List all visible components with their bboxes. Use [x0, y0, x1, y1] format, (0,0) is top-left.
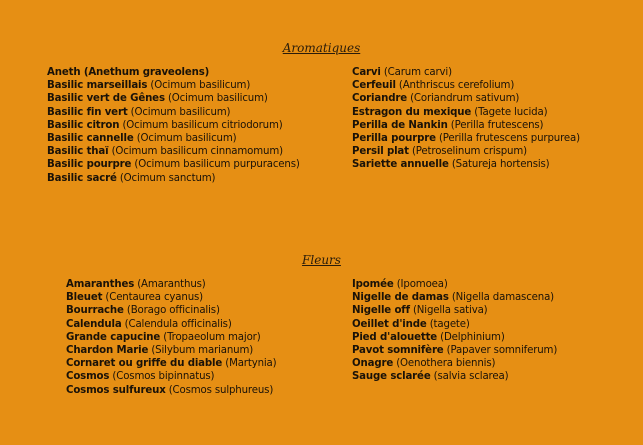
plant-latin: (Cosmos bipinnatus) [112, 371, 215, 383]
plant-name: Nigelle de damas [352, 292, 449, 304]
plant-name: Ipomée [352, 279, 394, 290]
list-item [352, 291, 557, 304]
plant-name: Basilic thaï [47, 146, 109, 158]
plant-latin: (tagete) [429, 318, 470, 330]
plant-latin: (Delphinium) [440, 331, 505, 343]
plant-name: Estragon du mexique [352, 106, 472, 118]
list-item [66, 344, 276, 357]
plant-name: Cosmos [66, 371, 110, 383]
list-item [352, 304, 557, 317]
plant-name: Basilic vert de Gênes [47, 93, 165, 105]
plant-latin: (Ipomoea) [396, 279, 448, 290]
plant-name: Carvi [352, 67, 381, 78]
section-title-aromatiques: Aromatiques [282, 41, 361, 55]
plant-latin: (Tropaeolum major) [163, 331, 261, 343]
plant-name: Basilic marseillais [47, 80, 148, 92]
section-title-fleurs: Fleurs [302, 253, 341, 267]
plant-name: Pied d'alouette [352, 331, 438, 343]
list-item [66, 384, 276, 397]
plant-latin: (Nigella damascena) [451, 292, 555, 304]
plant-latin: (Ocimum basilicum) [167, 93, 268, 105]
plant-name: Sauge sclarée [352, 371, 431, 383]
fleurs-left-list [66, 278, 276, 397]
plant-name: Perilla pourpre [352, 133, 436, 145]
plant-name: Onagre [352, 358, 394, 370]
plant-name: Oeillet d'inde [352, 318, 427, 330]
plant-name: Basilic cannelle [47, 133, 134, 145]
plant-latin: (Oenothera biennis) [396, 358, 496, 370]
plant-latin: (Ocimum basilicum cinnamomum) [111, 146, 283, 158]
list-item [352, 92, 580, 105]
plant-latin: (Petroselinum crispum) [411, 146, 527, 158]
list-item [47, 172, 300, 185]
list-item [352, 370, 557, 383]
list-item [352, 278, 557, 291]
fleurs-right-list [352, 278, 557, 384]
list-item [66, 278, 276, 291]
plant-latin: (Anthriscus cerefolium) [398, 80, 515, 92]
list-item [47, 92, 300, 105]
plant-latin: (Coriandrum sativum) [410, 93, 520, 105]
plant-name: Cerfeuil [352, 80, 396, 92]
list-item [352, 357, 557, 370]
plant-latin: (Satureja hortensis) [451, 159, 550, 171]
plant-latin: (Martynia) [225, 358, 277, 370]
list-item [47, 132, 300, 145]
plant-name: Persil plat [352, 146, 409, 158]
plant-latin: (Perilla frutescens purpurea) [438, 133, 580, 145]
plant-latin: (Tagete lucida) [474, 106, 548, 118]
plant-name: Nigelle off [352, 305, 410, 317]
list-item [352, 119, 580, 132]
list-item [47, 158, 300, 171]
list-item [352, 331, 557, 344]
plant-name: Basilic pourpre [47, 159, 132, 171]
plant-name: Cornaret ou griffe du diable [66, 358, 223, 370]
plant-name: Bleuet [66, 292, 103, 304]
plant-latin: (Cosmos sulphureus) [168, 384, 274, 396]
list-item [352, 106, 580, 119]
plant-name: Coriandre [352, 93, 407, 105]
plant-name: Calendula [66, 318, 122, 330]
plant-name: Basilic citron [47, 119, 120, 131]
list-item [66, 357, 276, 370]
aromatiques-right-list [352, 66, 580, 172]
plant-name: Chardon Marie [66, 345, 149, 357]
plant-name: Amaranthes [66, 279, 135, 290]
list-item [47, 106, 300, 119]
plant-latin: (Nigella sativa) [412, 305, 488, 317]
list-item [352, 145, 580, 158]
plant-name: Perilla de Nankin [352, 119, 448, 131]
plant-latin: (Perilla frutescens) [450, 119, 544, 131]
plant-latin: (Calendula officinalis) [124, 318, 232, 330]
plant-latin: (Ocimum basilicum) [130, 106, 231, 118]
plant-name: Grande capucine [66, 331, 161, 343]
list-item [352, 318, 557, 331]
plant-latin: (Centaurea cyanus) [105, 292, 203, 304]
plant-latin: (Borago officinalis) [126, 305, 220, 317]
plant-latin: (Silybum marianum) [151, 345, 254, 357]
list-item [352, 344, 557, 357]
plant-latin: (Ocimum basilicum citriodorum) [122, 119, 283, 131]
list-item [66, 370, 276, 383]
list-item [66, 304, 276, 317]
list-item [47, 119, 300, 132]
plant-name: Basilic sacré [47, 172, 117, 184]
aromatiques-left-list [47, 66, 300, 185]
plant-name: Basilic fin vert [47, 106, 128, 118]
plant-latin: (Carum carvi) [383, 67, 452, 78]
list-item [47, 79, 300, 92]
list-item [66, 318, 276, 331]
list-item [47, 145, 300, 158]
list-item [352, 79, 580, 92]
plant-name: Sariette annuelle [352, 159, 449, 171]
list-item [47, 66, 300, 79]
plant-latin: (salvia sclarea) [433, 371, 509, 383]
plant-latin: (Amaranthus) [137, 279, 206, 290]
plant-latin: (Ocimum basilicum) [136, 133, 237, 145]
plant-latin: (Ocimum sanctum) [119, 172, 216, 184]
plant-name: Aneth (Anethum graveolens) [47, 67, 210, 78]
plant-name: Bourrache [66, 305, 124, 317]
list-item [66, 291, 276, 304]
plant-name: Cosmos sulfureux [66, 384, 166, 396]
list-item [352, 66, 580, 79]
list-item [352, 158, 580, 171]
plant-name: Pavot somnifère [352, 345, 444, 357]
list-item [66, 331, 276, 344]
plant-latin: (Papaver somniferum) [446, 345, 558, 357]
plant-latin: (Ocimum basilicum purpuracens) [134, 159, 300, 171]
plant-latin: (Ocimum basilicum) [150, 80, 251, 92]
list-item [352, 132, 580, 145]
